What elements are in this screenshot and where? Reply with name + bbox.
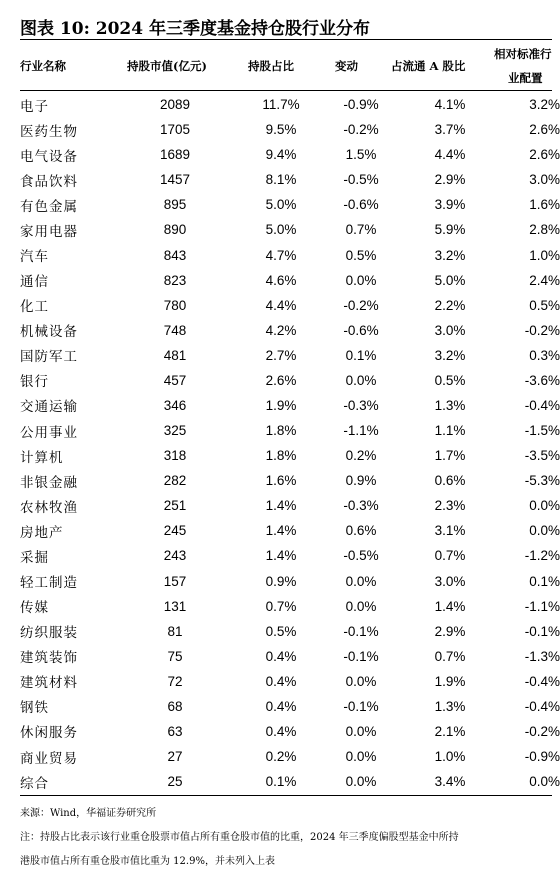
cell-market-value: 843 [163, 247, 187, 263]
cell-float-share: 2.2% [434, 297, 466, 313]
cell-relative-allocation: 2.4% [529, 272, 560, 288]
cell-change: -0.3% [343, 397, 379, 413]
cell-market-value: 1705 [159, 122, 191, 138]
table-row [20, 343, 560, 368]
cell-industry: 休闲服务 [20, 725, 78, 742]
cell-float-share: 3.2% [434, 247, 466, 263]
cell-share: 9.4% [265, 147, 297, 163]
cell-market-value: 325 [163, 423, 187, 439]
cell-market-value: 68 [167, 698, 183, 714]
cell-industry: 电子 [20, 98, 49, 115]
cell-float-share: 3.9% [434, 197, 466, 213]
table-row [20, 217, 560, 242]
cell-market-value: 131 [163, 598, 187, 614]
cell-share: 9.5% [265, 122, 297, 138]
header-change: 变动 [335, 59, 358, 73]
cell-relative-allocation: 1.0% [529, 247, 560, 263]
cell-share: 0.4% [265, 723, 297, 739]
cell-relative-allocation: 3.2% [529, 97, 560, 113]
cell-market-value: 75 [167, 648, 183, 664]
cell-float-share: 3.2% [434, 347, 466, 363]
cell-share: 4.7% [265, 247, 297, 263]
cell-industry: 农林牧渔 [20, 499, 78, 516]
cell-relative-allocation: -0.9% [524, 749, 560, 765]
cell-industry: 国防军工 [20, 349, 78, 366]
cell-change: 0.0% [345, 774, 377, 790]
cell-industry: 银行 [20, 374, 49, 391]
cell-share: 1.4% [265, 523, 297, 539]
table-row [20, 669, 560, 694]
cell-relative-allocation: 2.6% [529, 147, 560, 163]
cell-change: 0.1% [345, 347, 377, 363]
table-row [20, 568, 560, 593]
table-body [20, 92, 560, 794]
cell-float-share: 1.7% [434, 448, 466, 464]
bottom-rule [20, 795, 552, 796]
cell-relative-allocation: 0.1% [529, 573, 560, 589]
table-row [20, 719, 560, 744]
cell-relative-allocation: 0.3% [529, 347, 560, 363]
cell-float-share: 1.3% [434, 698, 466, 714]
cell-share: 0.7% [265, 598, 297, 614]
cell-relative-allocation: 2.8% [529, 222, 560, 238]
cell-change: -0.6% [343, 322, 379, 338]
table-row [20, 393, 560, 418]
cell-market-value: 890 [163, 222, 187, 238]
cell-change: 0.5% [345, 247, 377, 263]
cell-industry: 建筑材料 [20, 675, 78, 692]
table-row [20, 594, 560, 619]
cell-change: 0.6% [345, 523, 377, 539]
header-market-value: 持股市值(亿元) [127, 59, 207, 73]
footnote-line-2: 港股市值占所有重仓股市值比重为 12.9%，并未列入上表 [20, 856, 275, 867]
cell-share: 1.6% [265, 473, 297, 489]
table-row [20, 518, 560, 543]
cell-industry: 纺织服装 [20, 625, 78, 642]
cell-relative-allocation: 0.0% [529, 523, 560, 539]
table-row [20, 543, 560, 568]
header-share: 持股占比 [248, 59, 294, 73]
cell-market-value: 346 [163, 397, 187, 413]
cell-market-value: 780 [163, 297, 187, 313]
cell-relative-allocation: -1.1% [524, 598, 560, 614]
cell-industry: 公用事业 [20, 424, 78, 441]
cell-float-share: 0.6% [434, 473, 466, 489]
cell-industry: 计算机 [20, 449, 64, 466]
cell-share: 8.1% [265, 172, 297, 188]
table-row [20, 443, 560, 468]
table-row [20, 493, 560, 518]
cell-industry: 传媒 [20, 600, 49, 617]
cell-relative-allocation: -0.2% [524, 322, 560, 338]
table-row [20, 468, 560, 493]
cell-float-share: 1.3% [434, 397, 466, 413]
cell-relative-allocation: -3.5% [524, 448, 560, 464]
cell-relative-allocation: -0.4% [524, 397, 560, 413]
cell-float-share: 1.0% [434, 749, 466, 765]
table-row [20, 117, 560, 142]
cell-share: 1.4% [265, 498, 297, 514]
header-industry: 行业名称 [20, 59, 66, 73]
cell-relative-allocation: -0.2% [524, 723, 560, 739]
cell-float-share: 3.4% [434, 774, 466, 790]
cell-float-share: 2.3% [434, 498, 466, 514]
cell-market-value: 1457 [159, 172, 191, 188]
cell-float-share: 0.7% [434, 548, 466, 564]
cell-change: -0.5% [343, 172, 379, 188]
header-relative-line2: 业配置 [508, 71, 543, 85]
header-float-share: 占流通 A 股比 [391, 59, 466, 73]
table-row [20, 418, 560, 443]
cell-float-share: 5.0% [434, 272, 466, 288]
table-row [20, 644, 560, 669]
cell-share: 4.6% [265, 272, 297, 288]
cell-share: 0.4% [265, 648, 297, 664]
cell-change: -0.1% [343, 623, 379, 639]
cell-share: 5.0% [265, 222, 297, 238]
table-row [20, 192, 560, 217]
header-rule [20, 90, 552, 91]
top-rule [20, 39, 552, 40]
cell-change: -0.5% [343, 548, 379, 564]
cell-relative-allocation: -5.3% [524, 473, 560, 489]
cell-market-value: 63 [167, 723, 183, 739]
cell-relative-allocation: -0.4% [524, 698, 560, 714]
cell-market-value: 748 [163, 322, 187, 338]
cell-change: 0.0% [345, 272, 377, 288]
cell-change: 0.0% [345, 598, 377, 614]
cell-float-share: 0.7% [434, 648, 466, 664]
cell-float-share: 3.0% [434, 573, 466, 589]
cell-float-share: 1.1% [434, 423, 466, 439]
cell-industry: 化工 [20, 299, 49, 316]
cell-industry: 钢铁 [20, 700, 49, 717]
cell-relative-allocation: 0.0% [529, 774, 560, 790]
cell-share: 4.4% [265, 297, 297, 313]
cell-industry: 汽车 [20, 249, 49, 265]
cell-change: -0.3% [343, 498, 379, 514]
cell-relative-allocation: 0.5% [529, 297, 560, 313]
cell-market-value: 823 [163, 272, 187, 288]
cell-float-share: 4.1% [434, 97, 466, 113]
table-row [20, 242, 560, 267]
cell-float-share: 3.0% [434, 322, 466, 338]
cell-float-share: 1.9% [434, 673, 466, 689]
cell-market-value: 2089 [159, 97, 191, 113]
cell-market-value: 157 [163, 573, 187, 589]
cell-change: -0.2% [343, 297, 379, 313]
cell-share: 1.8% [265, 423, 297, 439]
cell-market-value: 282 [163, 473, 187, 489]
cell-industry: 食品饮料 [20, 173, 78, 190]
holdings-table [20, 92, 560, 794]
table-row [20, 142, 560, 167]
cell-market-value: 251 [163, 498, 187, 514]
cell-market-value: 481 [163, 347, 187, 363]
cell-change: 0.2% [345, 448, 377, 464]
cell-relative-allocation: -3.6% [524, 372, 560, 388]
cell-industry: 非银金融 [20, 474, 78, 491]
source-note: 来源：Wind，华福证券研究所 [20, 808, 157, 819]
cell-relative-allocation: -1.5% [524, 423, 560, 439]
cell-change: -0.1% [343, 648, 379, 664]
table-row [20, 744, 560, 769]
table-row [20, 167, 560, 192]
cell-market-value: 245 [163, 523, 187, 539]
cell-industry: 通信 [20, 274, 49, 291]
cell-industry: 医药生物 [20, 123, 78, 140]
cell-market-value: 1689 [159, 147, 191, 163]
cell-change: 0.0% [345, 723, 377, 739]
cell-market-value: 318 [163, 448, 187, 464]
cell-relative-allocation: -0.1% [524, 623, 560, 639]
cell-change: 0.0% [345, 749, 377, 765]
table-row [20, 368, 560, 393]
cell-share: 1.4% [265, 548, 297, 564]
cell-industry: 房地产 [20, 524, 64, 541]
cell-float-share: 0.5% [434, 372, 466, 388]
cell-share: 0.9% [265, 573, 297, 589]
cell-change: -1.1% [343, 423, 379, 439]
cell-share: 0.2% [265, 749, 297, 765]
cell-industry: 建筑装饰 [20, 650, 78, 667]
cell-industry: 家用电器 [20, 223, 78, 240]
cell-share: 4.2% [265, 322, 297, 338]
table-row [20, 769, 560, 794]
cell-share: 1.8% [265, 448, 297, 464]
cell-change: -0.6% [343, 197, 379, 213]
cell-industry: 电气设备 [20, 148, 78, 165]
cell-change: 0.0% [345, 673, 377, 689]
cell-float-share: 5.9% [434, 222, 466, 238]
cell-share: 11.7% [262, 97, 300, 113]
header-relative-line1: 相对标准行 [494, 47, 552, 61]
cell-float-share: 2.9% [434, 623, 466, 639]
cell-relative-allocation: 1.6% [529, 197, 560, 213]
cell-market-value: 25 [167, 774, 183, 790]
cell-relative-allocation: 0.0% [529, 498, 560, 514]
table-row [20, 293, 560, 318]
cell-share: 2.6% [265, 372, 297, 388]
cell-market-value: 895 [163, 197, 187, 213]
cell-float-share: 3.7% [434, 122, 466, 138]
cell-float-share: 4.4% [434, 147, 466, 163]
table-row [20, 318, 560, 343]
cell-industry: 轻工制造 [20, 575, 78, 592]
table-row [20, 92, 560, 117]
cell-industry: 综合 [20, 775, 49, 792]
cell-relative-allocation: -0.4% [524, 673, 560, 689]
cell-share: 2.7% [265, 347, 297, 363]
cell-change: 0.9% [345, 473, 377, 489]
cell-share: 0.5% [265, 623, 297, 639]
cell-relative-allocation: -1.3% [524, 648, 560, 664]
cell-industry: 机械设备 [20, 324, 78, 341]
cell-share: 0.4% [265, 673, 297, 689]
table-row [20, 268, 560, 293]
cell-change: 1.5% [345, 147, 377, 163]
cell-market-value: 457 [163, 372, 187, 388]
cell-float-share: 2.9% [434, 172, 466, 188]
cell-market-value: 81 [167, 623, 183, 639]
table-row [20, 619, 560, 644]
table-row [20, 694, 560, 719]
cell-market-value: 243 [163, 548, 187, 564]
cell-relative-allocation: 3.0% [529, 172, 560, 188]
cell-industry: 采掘 [20, 549, 49, 566]
cell-change: 0.7% [345, 222, 377, 238]
cell-float-share: 1.4% [434, 598, 466, 614]
cell-change: 0.0% [345, 372, 377, 388]
cell-change: -0.2% [343, 122, 379, 138]
cell-industry: 商业贸易 [20, 750, 78, 767]
cell-change: -0.9% [343, 97, 379, 113]
cell-market-value: 27 [167, 749, 183, 765]
table-title: 图表 10: 2024 年三季度基金持仓股行业分布 [20, 19, 371, 39]
cell-industry: 有色金属 [20, 198, 78, 215]
cell-industry: 交通运输 [20, 399, 78, 416]
cell-share: 0.1% [265, 774, 297, 790]
cell-share: 1.9% [265, 397, 297, 413]
footnote-line-1: 注：持股占比表示该行业重仓股票市值占所有重仓股市值的比重，2024 年三季度偏股型基金中所持 [20, 832, 459, 843]
cell-float-share: 2.1% [434, 723, 466, 739]
cell-relative-allocation: 2.6% [529, 122, 560, 138]
cell-change: 0.0% [345, 573, 377, 589]
cell-share: 0.4% [265, 698, 297, 714]
cell-float-share: 3.1% [434, 523, 466, 539]
cell-change: -0.1% [343, 698, 379, 714]
cell-share: 5.0% [265, 197, 297, 213]
cell-relative-allocation: -1.2% [524, 548, 560, 564]
cell-market-value: 72 [167, 673, 183, 689]
